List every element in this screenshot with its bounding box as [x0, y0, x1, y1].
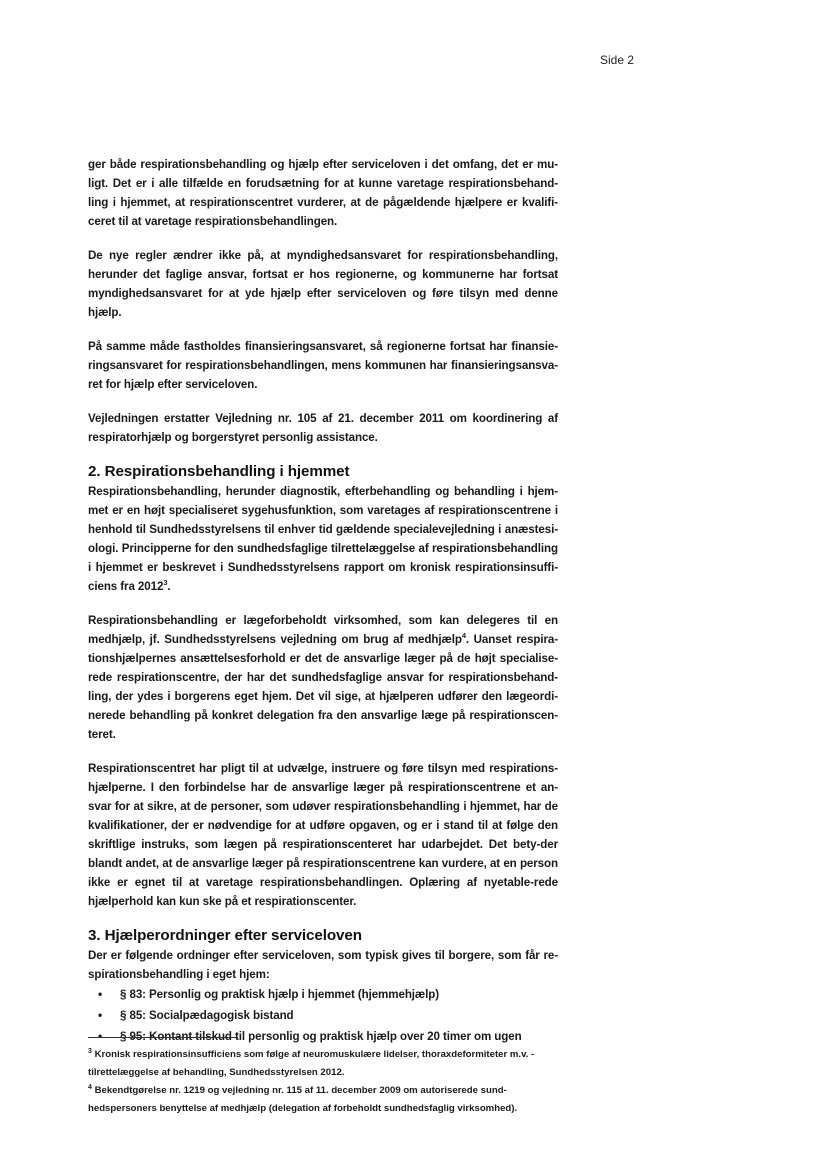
section-heading-2: 2. Respirationsbehandling i hjemmet	[88, 463, 350, 480]
footnote-4	[88, 1082, 558, 1118]
paragraph: Der er følgende ordninger efter serviceloven, som typisk gives til borgere, som får re-spirationsbehandling i eget hjem:	[88, 949, 558, 981]
list-item: • § 95: Kontant tilskud til personlig og praktisk hjælp over 20 timer om ugen	[88, 1026, 558, 1047]
section-heading-3: 3. Hjælperordninger efter serviceloven	[88, 927, 362, 944]
paragraph-text: Respirationsbehandling, herunder diagnostik, efterbehandling og behandling i hjem-met er en højt specialiseret sygehusfunktion, som varetages af respirationscentrene i henhold til Sundhedsstyrelsens til enhver tid gældende specialevejledning i anæstesi-ologi. Principperne for den sundhedsfaglige tilrettelæggelse af respirationsbehandling i hjemmet er beskrevet i Sundhedsstyrelsens rapport om kronisk respirationsinsuffi-ciens fra 2012	[88, 485, 558, 593]
page-number: Side 2	[600, 53, 635, 67]
footnote-reference-3[interactable]: 3	[163, 578, 168, 588]
list-item: • § 85: Socialpædagogisk bistand	[88, 1005, 558, 1026]
document-body	[88, 155, 558, 1047]
paragraph	[88, 611, 558, 744]
paragraph	[88, 482, 558, 596]
paragraph: De nye regler ændrer ikke på, at myndighedsansvaret for respirationsbehandling, herunder det faglige ansvar, fortsat er hos regionerne, og kommunerne har fortsat myndighedsansvaret for at yde hjælp efter serviceloven og føre tilsyn med denne hjælp.	[88, 249, 558, 319]
footnote-text: Kronisk respirationsinsufficiens som følge af neuromuskulære lidelser, thoraxdeformiteter m.v. - tilrettelæggelse af behandling, Sundhedsstyrelsen 2012.	[88, 1049, 535, 1078]
paragraph: ger både respirationsbehandling og hjælp efter serviceloven i det omfang, det er mu-ligt. Det er i alle tilfælde en forudsætning for at kunne varetage respirationsbehand-ling i hjemmet, at respirationscentret vurderer, at de pågældende hjælpere er kvalifi-ceret til at varetage respirationsbehandlingen.	[88, 158, 558, 228]
footnote-divider	[88, 1037, 238, 1038]
paragraph: Respirationscentret har pligt til at udvælge, instruere og føre tilsyn med respirations-hjælperne. I den forbindelse har de ansvarlige læger på respirationscentrene et an-svar for at sikre, at de personer, som udøver respirationsbehandling i hjemmet, har de kvalifikationer, der er nødvendige for at udføre opgaven, og er i stand til at følge den skriftlige instruks, som lægen på respirationscenteret har udarbejdet. Det bety-der blandt andet, at de ansvarlige læger på respirationscentrene kan vurdere, at en person ikke er egnet til at varetage respirationsbehandlingen. Oplæring af nyetable-rede hjælperhold kan kun ske på et respirationscenter.	[88, 762, 558, 908]
footnote-marker: 3	[88, 1047, 92, 1055]
footnote-marker: 4	[88, 1083, 92, 1091]
footnote-reference-4[interactable]: 4	[461, 631, 466, 641]
footnotes	[88, 1046, 558, 1118]
list-item: • § 83: Personlig og praktisk hjælp i hjemmet (hjemmehjælp)	[88, 984, 558, 1005]
footnote-text: Bekendtgørelse nr. 1219 og vejledning nr. 115 af 11. december 2009 om autoriserede sund-hedspersoners benyttelse af medhjælp (delegation af forbeholdt sundhedsfaglig virksomhed).	[88, 1085, 518, 1114]
paragraph-text: .	[167, 580, 171, 593]
paragraph: På samme måde fastholdes finansieringsansvaret, så regionerne fortsat har finansie-ringsansvaret for respirationsbehandlingen, mens kommunen har finansieringsansva-ret for hjælp efter serviceloven.	[88, 340, 558, 391]
paragraph-text: . Uanset respira-tionshjælpernes ansættelsesforhold er det de ansvarlige læger på de højt specialise-rede respirationscentre, der har det sundhedsfaglige ansvar for respirationsbehand-ling, der ydes i borgerens eget hjem. Det vil sige, at hjælperen udfører den lægeordi-nerede behandling på konkret delegation fra den ansvarlige læge på respirationscen-teret.	[88, 633, 558, 741]
footnote-3	[88, 1046, 558, 1082]
paragraph: Vejledningen erstatter Vejledning nr. 105 af 21. december 2011 om koordinering af respiratorhjælp og borgerstyret personlig assistance.	[88, 412, 558, 444]
paragraph-text: Respirationsbehandling er lægeforbeholdt virksomhed, som kan delegeres til en medhjælp, jf. Sundhedsstyrelsens vejledning om brug af medhjælp	[88, 614, 558, 646]
